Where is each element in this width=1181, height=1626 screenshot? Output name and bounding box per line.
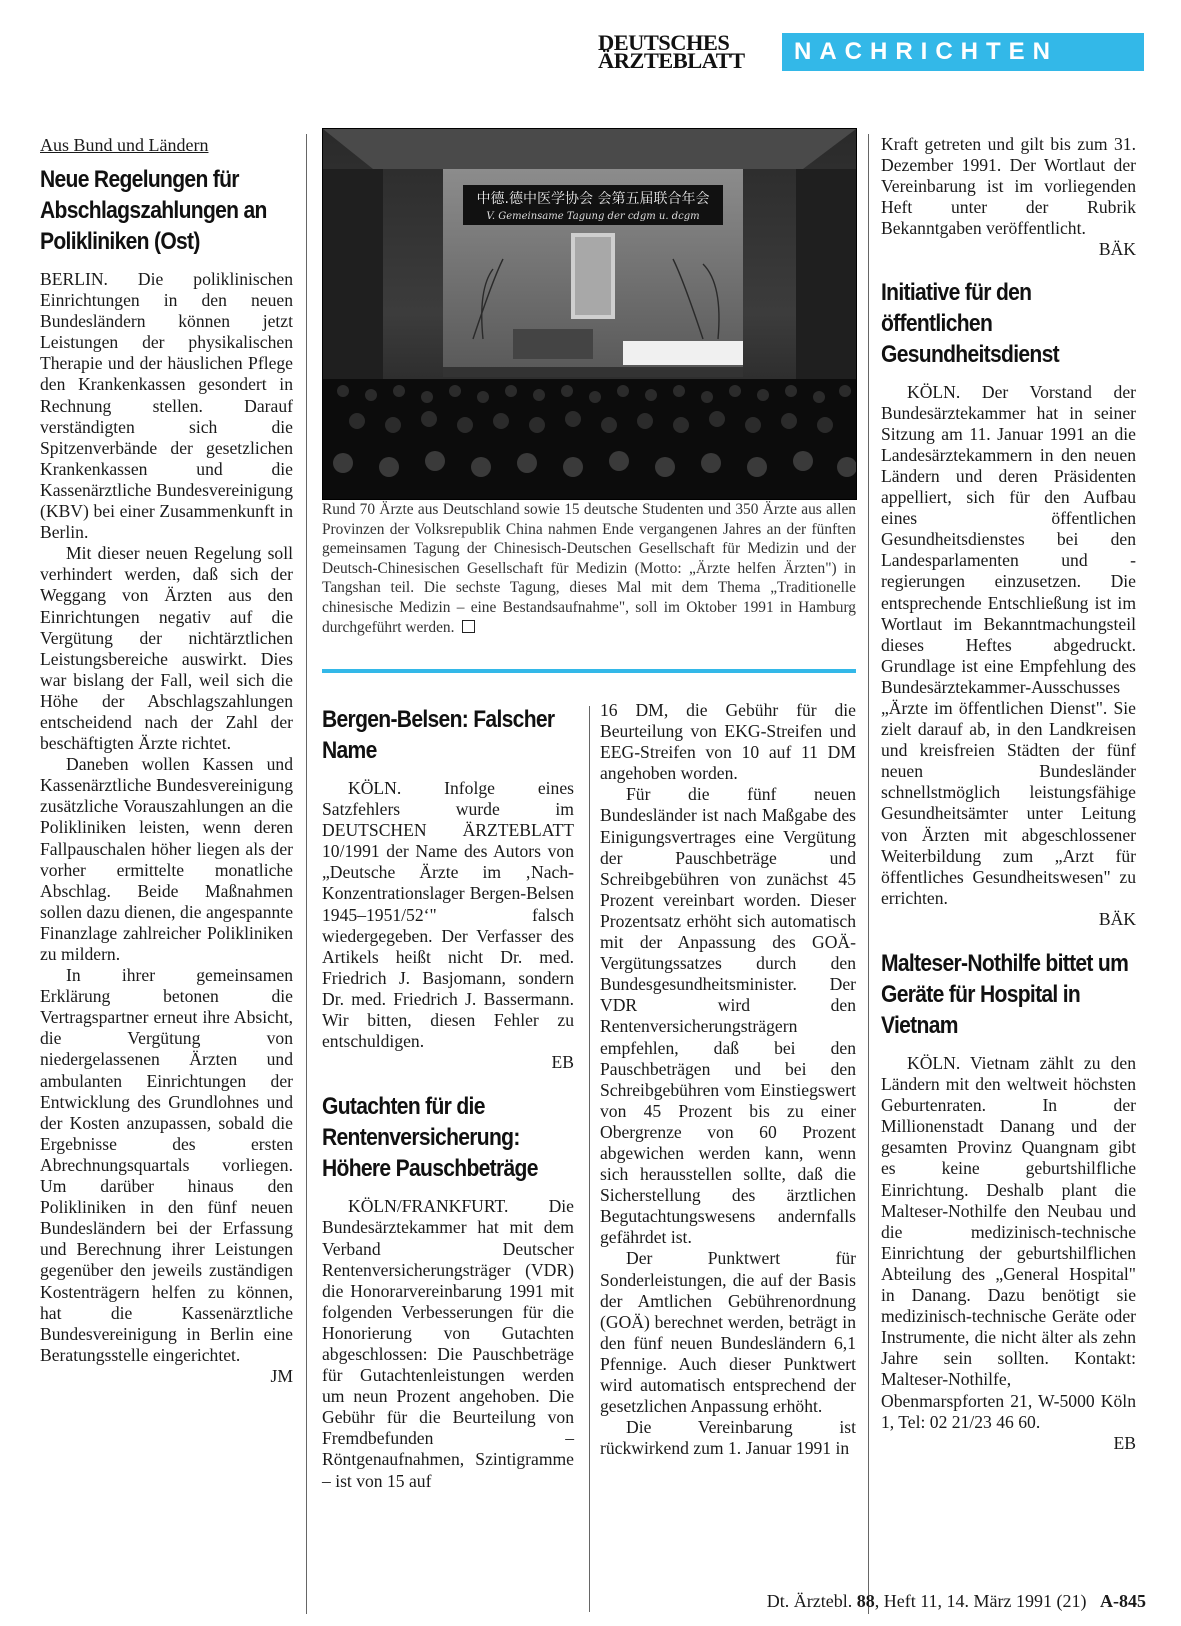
paragraph: Die Vereinbarung ist rückwirkend zum 1. Januar 1991 in xyxy=(600,1417,856,1459)
paragraph: KÖLN. Infolge eines Satzfehlers wurde im DEUTSCHEN ÄRZTEBLATT 10/1991 der Name des Autors von „Deutsche Ärzte im ‚Nach-Konzentrationslager Bergen-Belsen 1945–1951/52‘" falsch wiedergegeben. Der Verfasser des Artikels heißt nicht Dr. med. Friedrich J. Basjomann, sondern Dr. med. Friedrich J. Bassermann. Wir bitten, diesen Fehler zu entschuldigen. xyxy=(322,778,574,1052)
kicker: Aus Bund und Ländern xyxy=(40,135,209,155)
paragraph: Kraft getreten und gilt bis zum 31. Dezember 1991. Der Wortlaut der Vereinbarung ist im vorliegenden Heft unter der Rubrik Bekanntgaben veröffentlicht. xyxy=(881,134,1136,239)
headline-initiative: Initiative für den öffentlichen Gesundheitsdienst xyxy=(881,278,1059,368)
signature-row xyxy=(881,1433,1136,1454)
headline-bergen-belsen: Bergen-Belsen: Falscher Name xyxy=(322,706,555,764)
caption-text: Rund 70 Ärzte aus Deutschland sowie 15 deutsche Studenten und 350 Ärzte aus allen Provinzen der Volksrepublik China nahmen Ende vergangenen Jahres an der fünften gemeinsamen Tagung der Chinesisch-Deutschen Gesellschaft für Medizin und der Deutsch-Chinesischen Gesellschaft für Medizin (Motto: „Ärzte helfen Ärzten") in Tangshan teil. Die sechste Tagung, dieses Mal mit dem Thema „Traditionelle chinesische Medizin – eine Bestandsaufnahme", soll im Oktober 1991 in Hamburg durchgeführt werden. xyxy=(322,501,856,636)
paragraph: KÖLN. Der Vorstand der Bundesärztekammer hat in seiner Sitzung am 11. Januar 1991 an die Landesärztekammern in den neuen Ländern und deren Präsidenten appelliert, sich für den Aufbau eines öffentlichen Gesundheitsdienstes bei den Landesparlamenten und -regierungen einzusetzen. Die entsprechende Entschließung ist im Wortlaut im Bekanntmachungsteil dieses Heftes abgedruckt. Grundlage ist eine Empfehlung des Bundesärztekammer-Ausschusses „Ärzte im öffentlichen Dienst". Sie zielt darauf ab, in den Landkreisen und kreisfreien Städten der fünf neuen Bundesländer schnellstmöglich leistungsfähige Gesundheitsämter unter Leitung von Ärzten mit abgeschlossener Weiterbildung zum „Arzt für öffentliches Gesundheitswesen" zu errichten. xyxy=(881,381,1136,908)
paragraph: KÖLN/FRANKFURT. Die Bundesärztekammer hat mit dem Verband Deutscher Rentenversicherungsträger (VDR) die Honorarvereinbarung 1991 mit folgenden Verbesserungen für die Honorierung von Gutachten abgeschlossen: Die Pauschbeträge für Gutachtenleistungen werden um neun Prozent angehoben. Die Gebühr für die Beurteilung von Fremdbefunden – Röntgenaufnahmen, Szintigramme – ist von 15 auf xyxy=(322,1196,574,1491)
footer-issue: , Heft 11, 14. März 1991 (21) xyxy=(874,1591,1087,1611)
paragraph: BERLIN. Die poliklinischen Einrichtungen in den neuen Bundesländern können jetzt Leistungen der physikalischen Therapie und der häuslichen Pflege den Krankenkassen gesondert in Rechnung stellen. Darauf verständigten sich die Spitzenverbände der gesetzlichen Krankenkassen und die Kassenärztliche Bundesvereinigung (KBV) bei einer Zusammenkunft in Berlin. xyxy=(40,269,293,543)
logo-line-1: DEUTSCHES xyxy=(598,30,730,55)
column-divider xyxy=(868,134,869,1614)
paragraph: Der Punktwert für Sonderleistungen, die auf der Basis der Amtlichen Gebührenordnung (GOÄ) berechnet werden, beträgt in den fünf neuen Bundesländern 6,1 Pfennige. Auch dieser Punktwert wird automatisch entsprechend der gesetzlichen Anpassung erhöht. xyxy=(600,1248,856,1417)
signature: BÄK xyxy=(1098,239,1136,260)
paragraph: Daneben wollen Kassen und Kassenärztliche Bundesvereinigung zusätzliche Vorauszahlungen an die Polikliniken leisten, wenn deren Fallpauschalen höher liegen als der vorher ermittelte monatliche Abschlag. Beide Maßnahmen sollen dazu dienen, die angespannte Finanzlage zahlreicher Polikliniken zu mildern. xyxy=(40,754,293,964)
signature: EB xyxy=(551,1052,574,1073)
column-1 xyxy=(40,134,293,1387)
paragraph: Mit dieser neuen Regelung soll verhindert werden, daß sich der Weggang von Ärzten aus den Einrichtungen negativ auf die Vergütung der nichtärztlichen Leistungsbereiche auswirkt. Dies war bislang der Fall, weil sich die Höhe der Abschlagszahlungen entscheidend nach der Zahl der beschäftigten Ärzte richtet. xyxy=(40,543,293,754)
column-2 xyxy=(322,700,574,1492)
signature: BÄK xyxy=(1098,908,1136,929)
photo-caption xyxy=(322,500,856,637)
page-number: A-845 xyxy=(1100,1591,1146,1611)
signature: JM xyxy=(270,1365,293,1386)
conference-photo xyxy=(322,128,857,500)
footer-journal: Dt. Ärztebl. xyxy=(766,1591,853,1611)
headline-malteser: Malteser-Nothilfe bittet um Geräte für Hospital in Vietnam xyxy=(881,950,1129,1039)
column-3 xyxy=(600,700,856,1459)
signature: EB xyxy=(1113,1432,1136,1453)
signature-row xyxy=(322,1052,574,1073)
column-divider xyxy=(306,134,307,1614)
signature-row xyxy=(881,239,1136,260)
column-divider xyxy=(589,706,590,1612)
end-of-article-square-icon xyxy=(462,620,475,633)
footer-volume: 88 xyxy=(856,1591,875,1611)
conference-photo-image xyxy=(323,129,856,499)
page-footer xyxy=(664,1590,1146,1612)
paragraph: Für die fünf neuen Bundesländer ist nach Maßgabe des Einigungsvertrages eine Vergütung der Pauschbeträge und Schreibgebühren von zunächst 45 Prozent vereinbart worden. Dieser Prozentsatz erhöht sich automatisch mit der Anpassung des GOÄ-Vergütungssatzes durch den Bundesgesundheitsminister. Der VDR wird den Rentenversicherungsträgern empfehlen, daß bei den Pauschbeträgen und bei den Schreibgebühren vom Einstiegswert von 45 Prozent bis zu einer Obergrenze von 60 Prozent abgewichen werden kann, wenn sich herausstellen sollte, daß die Sicherstellung des ärztlichen Begutachtungswesens andernfalls gefährdet ist. xyxy=(600,784,856,1248)
paragraph: 16 DM, die Gebühr für die Beurteilung von EKG-Streifen und EEG-Streifen von 10 auf 11 DM angehoben worden. xyxy=(600,700,856,784)
signature-row xyxy=(40,1366,293,1387)
paragraph: KÖLN. Vietnam zählt zu den Ländern mit den weltweit höchsten Geburtenraten. In der Millionenstadt Danang und der gesamten Provinz Quangnam gibt es keine geburtshilfliche Einrichtung. Deshalb plant die Malteser-Nothilfe den Neubau und die medizinisch-technische Einrichtung der geburtshilflichen Abteilung des „General Hospital" in Danang. Dazu benötigt sie medizinisch-technische Geräte oder Instrumente, die nicht älter als zehn Jahre sein sollten. Kontakt: Malteser-Nothilfe, Obenmarspforten 21, W-5000 Köln 1, Tel: 02 21/23 46 60. xyxy=(881,1053,1136,1432)
journal-logo xyxy=(598,30,770,73)
blue-separator xyxy=(322,669,856,673)
banner-subtext: V. Gemeinsame Tagung der cdgm u. dcgm xyxy=(486,211,700,222)
logo-line-2: ÄRZTEBLATT xyxy=(598,48,745,73)
column-4 xyxy=(881,134,1136,1454)
banner-text: 中德.德中医学协会 会第五届联合年会 xyxy=(476,191,710,207)
masthead xyxy=(598,30,1146,74)
headline-gutachten: Gutachten für die Rentenversicherung: Höhere Pauschbeträge xyxy=(322,1093,538,1183)
paragraph: In ihrer gemeinsamen Erklärung betonen die Vertragspartner erneut ihre Absicht, die Vergütung von niedergelassenen Ärzten und ambulanten Einrichtungen der Entwicklung des Grundlohnes und der Kosten anzupassen, sobald die Ergebnisse des ersten Abrechnungsquartals vorliegen. Um darüber hinaus den Polikliniken in den fünf neuen Bundesländern bei der Erfassung und Berechnung ihrer Leistungen gegenüber den jeweils zuständigen Kostenträgern helfen zu können, hat die Kassenärztliche Bundesvereinigung in Berlin eine Beratungsstelle eingerichtet. xyxy=(40,965,293,1365)
section-label: NACHRICHTEN xyxy=(782,33,1144,71)
signature-row xyxy=(881,909,1136,930)
headline-polikliniken: Neue Regelungen für Abschlagszahlungen an Polikliniken (Ost) xyxy=(40,166,267,255)
